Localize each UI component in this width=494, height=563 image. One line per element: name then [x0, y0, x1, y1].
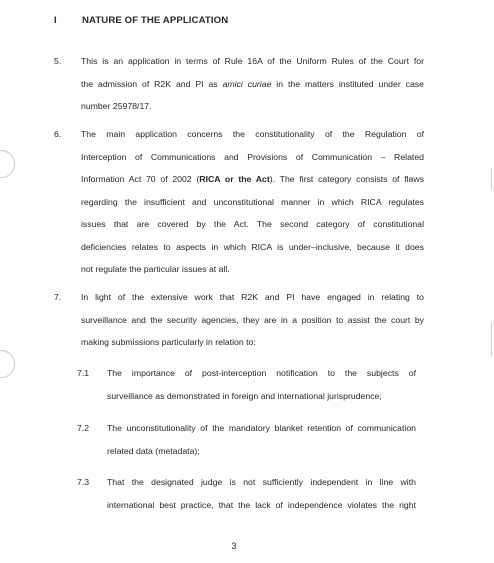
paragraph-line: not regulate the particular issues at all.	[81, 264, 230, 274]
subparagraph-line: related data (metadata);	[107, 445, 200, 456]
subparagraph-line: international best practice, that the lack of independence violates the right	[107, 499, 416, 510]
subparagraph-7-2	[77, 417, 416, 462]
paragraph-6	[54, 123, 424, 281]
paragraph-line: This is an application in terms of Rule 16A of the Uniform Rules of the Court for	[81, 56, 424, 66]
paragraph-number: 5.	[54, 56, 62, 66]
punch-hole-bottom	[0, 350, 15, 378]
subparagraph-7-1	[77, 362, 416, 407]
subparagraph-7-3	[77, 471, 416, 516]
paragraph-line: regarding the insufficient and unconstitutional manner in which RICA regulates	[81, 196, 424, 207]
scan-edge-mark	[491, 322, 492, 356]
paragraph-line: number 25978/17.	[81, 101, 152, 111]
section-title: NATURE OF THE APPLICATION	[82, 15, 229, 26]
subparagraph-line: The importance of post-interception notification to the subjects of	[107, 368, 416, 378]
subparagraph-number: 7.3	[77, 477, 90, 487]
subparagraph-line: The unconstitutionality of the mandatory blanket retention of communication	[107, 423, 416, 433]
page-number: 3	[231, 541, 237, 551]
subparagraph-number: 7.1	[77, 368, 90, 378]
paragraph-line: In light of the extensive work that R2K and PI have engaged in relating to	[81, 292, 424, 302]
subparagraph-number: 7.2	[77, 423, 90, 433]
paragraph-7	[54, 286, 424, 354]
subparagraph-line: surveillance as demonstrated in foreign and international jurisprudence;	[107, 390, 382, 401]
punch-hole-top	[0, 150, 15, 178]
paragraph-line: surveillance and the security agencies, they are in a position to assist the court by	[81, 314, 424, 325]
section-heading	[54, 15, 228, 26]
paragraph-line: making submissions particularly in relation to:	[81, 337, 256, 347]
subparagraph-line: That the designated judge is not sufficiently independent in line with	[107, 477, 416, 487]
paragraph-number: 6.	[54, 129, 62, 139]
paragraph-5	[54, 50, 424, 118]
paragraph-line: The main application concerns the constitutionality of the Regulation of	[81, 129, 424, 139]
paragraph-line: the admission of R2K and PI as amici curiae in the matters instituted under case	[81, 78, 424, 89]
scan-edge-mark	[491, 168, 492, 190]
section-number: I	[54, 15, 57, 26]
paragraph-line: deficiencies relates to aspects in which RICA is under–inclusive, because it does	[81, 241, 424, 252]
paragraph-number: 7.	[54, 292, 62, 302]
paragraph-line: Information Act 70 of 2002 (RICA or the Act). The first category consists of flaws	[81, 174, 424, 184]
paragraph-line: Interception of Communications and Provisions of Communication – Related	[81, 151, 424, 162]
paragraph-line: issues that are covered by the Act. The second category of constitutional	[81, 219, 424, 229]
